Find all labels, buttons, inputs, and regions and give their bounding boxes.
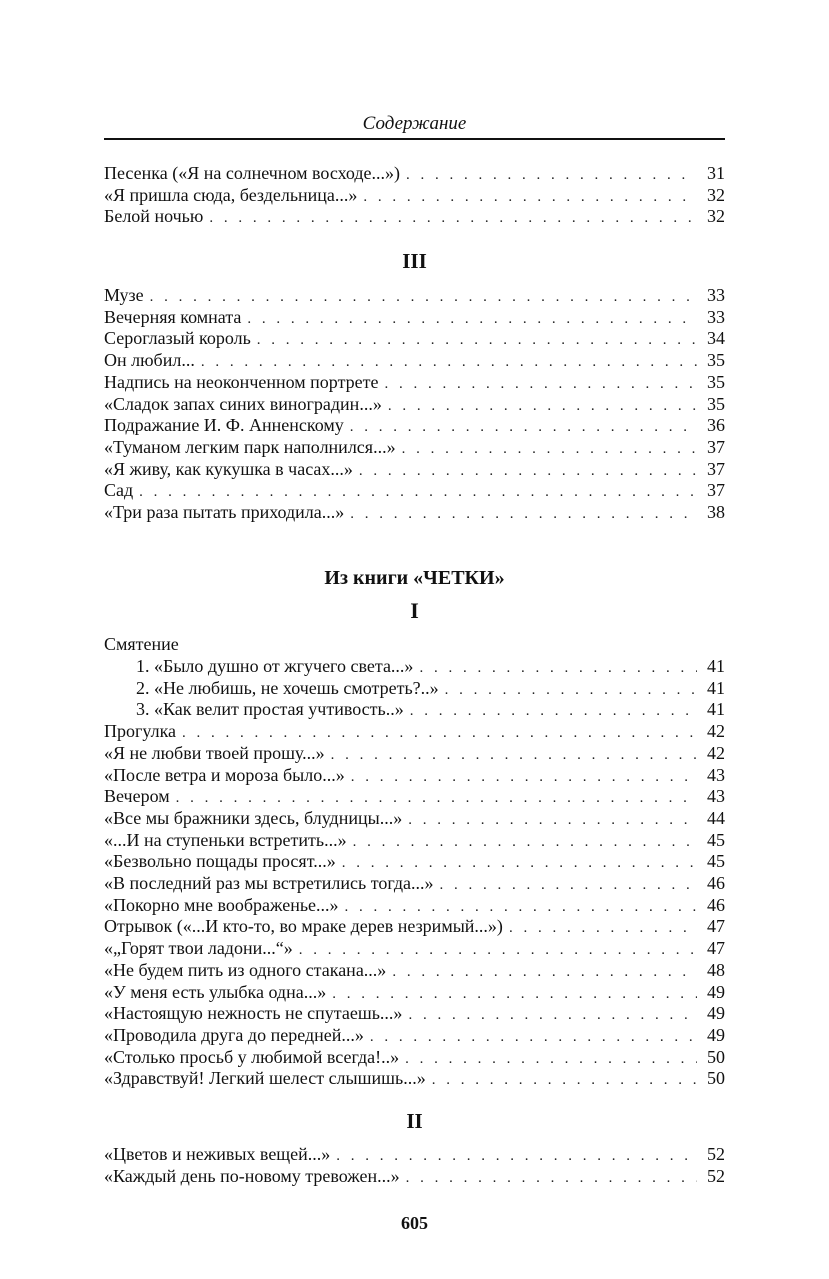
toc-entry bbox=[104, 677, 725, 699]
toc-entry-title: «Сладок запах синих виноградин...» bbox=[104, 393, 382, 414]
toc-entry bbox=[104, 742, 725, 764]
dot-leader bbox=[419, 657, 697, 679]
toc-entry bbox=[104, 785, 725, 807]
toc-entry-title: Он любил... bbox=[104, 350, 195, 371]
toc-entry-title: «...И на ступеньки встретить...» bbox=[104, 829, 347, 850]
toc-entry bbox=[104, 981, 725, 1003]
dot-leader bbox=[150, 286, 697, 308]
toc-entry bbox=[104, 458, 725, 480]
toc-entry-title: Песенка («Я на солнечном восходе...») bbox=[104, 163, 401, 183]
toc-entry-title: «У меня есть улыбка одна...» bbox=[104, 981, 327, 1002]
toc-entry-title: «Все мы бражники здесь, блудницы...» bbox=[104, 807, 403, 828]
dot-leader bbox=[439, 874, 697, 896]
toc-entry-title: «Я не любви твоей прошу...» bbox=[104, 742, 325, 763]
toc-entry-page-number: 36 bbox=[707, 415, 725, 436]
toc-entry-title: Подражание И. Ф. Анненскому bbox=[104, 415, 344, 436]
dot-leader bbox=[410, 700, 697, 722]
toc-entry bbox=[104, 894, 725, 916]
toc-entry-page-number: 52 bbox=[707, 1144, 725, 1164]
toc-entry bbox=[104, 1002, 725, 1024]
toc-entry bbox=[104, 1165, 725, 1187]
toc-entry-title: «Безвольно пощады просят...» bbox=[104, 851, 336, 872]
dot-leader bbox=[402, 438, 697, 460]
toc-entry-page-number: 49 bbox=[707, 1003, 725, 1024]
toc-entry-page-number: 49 bbox=[707, 1024, 725, 1045]
toc-entry-page-number: 35 bbox=[707, 371, 725, 392]
toc-entry-page-number: 43 bbox=[707, 786, 725, 807]
toc-entry-title: «„Горят твои ладони...“» bbox=[104, 938, 293, 959]
dot-leader bbox=[385, 373, 698, 395]
toc-entry-page-number: 49 bbox=[707, 981, 725, 1002]
dot-leader bbox=[350, 503, 697, 525]
toc-entry-page-number: 47 bbox=[707, 938, 725, 959]
dot-leader bbox=[432, 1069, 697, 1091]
toc-entry-title: Вечерняя комната bbox=[104, 306, 242, 327]
toc-entry-page-number: 46 bbox=[707, 894, 725, 915]
toc-entry-title: Отрывок («...И кто-то, во мраке дерев незримый...») bbox=[104, 916, 503, 937]
toc-entry-page-number: 47 bbox=[707, 916, 725, 937]
toc-entry bbox=[104, 915, 725, 937]
toc-entry bbox=[104, 371, 725, 393]
dot-leader bbox=[209, 207, 697, 229]
toc-entry-title: «После ветра и мороза было...» bbox=[104, 764, 345, 785]
toc-entry bbox=[104, 1046, 725, 1068]
toc-entry bbox=[104, 764, 725, 786]
dot-leader bbox=[299, 939, 697, 961]
dot-leader bbox=[331, 744, 697, 766]
toc-heading-smyatenie: Смятение bbox=[104, 634, 179, 654]
toc-entry-page-number: 50 bbox=[707, 1068, 725, 1089]
toc-entry-page-number: 44 bbox=[707, 807, 725, 828]
toc-entry-title: Белой ночью bbox=[104, 206, 204, 226]
toc-entry-title: Надпись на неоконченном портрете bbox=[104, 371, 379, 392]
dot-leader bbox=[370, 1026, 697, 1048]
toc-entry-page-number: 46 bbox=[707, 873, 725, 893]
dot-leader bbox=[182, 722, 697, 744]
toc-entry-page-number: 41 bbox=[707, 656, 725, 676]
toc-entry-page-number: 35 bbox=[707, 393, 725, 414]
toc-entry-title: «Я живу, как кукушка в часах...» bbox=[104, 458, 353, 479]
toc-entry-title: 1. «Было душно от жгучего света...» bbox=[136, 656, 414, 676]
toc-entry-page-number: 31 bbox=[707, 163, 725, 183]
toc-entry-page-number: 45 bbox=[707, 851, 725, 872]
toc-entry-page-number: 52 bbox=[707, 1165, 725, 1186]
toc-entry-page-number: 37 bbox=[707, 458, 725, 479]
toc-entry-title: 2. «Не любишь, не хочешь смотреть?..» bbox=[136, 677, 439, 698]
section-heading-ii: II bbox=[406, 1109, 423, 1133]
toc-entry bbox=[104, 436, 725, 458]
dot-leader bbox=[345, 896, 697, 918]
toc-entry-page-number: 35 bbox=[707, 350, 725, 371]
toc-entry-page-number: 32 bbox=[707, 206, 725, 226]
book-title: Из книги «ЧЕТКИ» bbox=[324, 567, 505, 589]
toc-entry bbox=[104, 655, 725, 677]
dot-leader bbox=[353, 831, 697, 853]
toc-entry-page-number: 32 bbox=[707, 184, 725, 205]
toc-entry-title: «Туманом легким парк наполнился...» bbox=[104, 436, 396, 457]
toc-entry bbox=[104, 1143, 725, 1165]
toc-entry-title: «Не будем пить из одного стакана...» bbox=[104, 959, 387, 980]
toc-entry bbox=[104, 284, 725, 306]
section-heading-i: I bbox=[410, 598, 419, 623]
toc-entry-title: «Покорно мне воображенье...» bbox=[104, 894, 339, 915]
toc-entry bbox=[104, 205, 725, 227]
toc-entry bbox=[104, 162, 725, 184]
toc-entry bbox=[104, 698, 725, 720]
toc-entry bbox=[104, 414, 725, 436]
toc-entry-page-number: 41 bbox=[707, 699, 725, 720]
toc-entry-title: «Здравствуй! Легкий шелест слышишь...» bbox=[104, 1068, 426, 1089]
toc-entry-title: Сероглазый король bbox=[104, 328, 251, 349]
toc-entry bbox=[104, 720, 725, 742]
toc-entry-page-number: 37 bbox=[707, 480, 725, 501]
dot-leader bbox=[388, 395, 697, 417]
dot-leader bbox=[408, 809, 697, 831]
toc-entry-title: «Каждый день по-новому тревожен...» bbox=[104, 1165, 400, 1186]
toc-entry-title: «Настоящую нежность не спутаешь...» bbox=[104, 1003, 403, 1024]
dot-leader bbox=[359, 460, 697, 482]
toc-entry bbox=[104, 850, 725, 872]
dot-leader bbox=[408, 1004, 697, 1026]
dot-leader bbox=[406, 1167, 697, 1189]
toc-entry-title: «Проводила друга до передней...» bbox=[104, 1024, 364, 1045]
toc-entry-page-number: 41 bbox=[707, 677, 725, 698]
toc-entry bbox=[104, 327, 725, 349]
toc-entry-page-number: 50 bbox=[707, 1046, 725, 1067]
dot-leader bbox=[247, 308, 697, 330]
dot-leader bbox=[509, 917, 697, 939]
toc-entry-page-number: 42 bbox=[707, 721, 725, 742]
toc-entry bbox=[104, 393, 725, 415]
toc-entry bbox=[104, 872, 725, 894]
dot-leader bbox=[350, 416, 697, 438]
toc-entry bbox=[104, 349, 725, 371]
toc-entry-page-number: 33 bbox=[707, 285, 725, 305]
dot-leader bbox=[351, 766, 697, 788]
dot-leader bbox=[405, 1048, 697, 1070]
toc-entry-page-number: 38 bbox=[707, 502, 725, 522]
header-rule bbox=[104, 138, 725, 140]
toc-entry bbox=[104, 306, 725, 328]
toc-entry-title: Сад bbox=[104, 480, 134, 501]
dot-leader bbox=[342, 852, 697, 874]
toc-entry-title: «Столько просьб у любимой всегда!..» bbox=[104, 1046, 400, 1067]
toc-entry-title: «Я пришла сюда, бездельница...» bbox=[104, 184, 358, 205]
running-header: Содержание bbox=[362, 113, 467, 134]
section-heading-iii: III bbox=[402, 249, 427, 273]
dot-leader bbox=[139, 481, 697, 503]
toc-entry-title: Вечером bbox=[104, 786, 170, 807]
toc-entry bbox=[104, 829, 725, 851]
toc-entry-page-number: 33 bbox=[707, 306, 725, 327]
toc-entry bbox=[104, 937, 725, 959]
toc-entry-page-number: 34 bbox=[707, 328, 725, 349]
dot-leader bbox=[392, 961, 697, 983]
toc-entry bbox=[104, 501, 725, 523]
toc-entry-page-number: 37 bbox=[707, 436, 725, 457]
toc-entry bbox=[104, 479, 725, 501]
toc-entry-title: «Цветов и неживых вещей...» bbox=[104, 1144, 331, 1164]
toc-entry-title: «Три раза пытать приходила...» bbox=[104, 502, 345, 522]
dot-leader bbox=[201, 351, 697, 373]
toc-entry bbox=[104, 1024, 725, 1046]
page-number: 605 bbox=[401, 1213, 428, 1233]
toc-entry bbox=[104, 959, 725, 981]
toc-entry bbox=[104, 184, 725, 206]
toc-entry-page-number: 42 bbox=[707, 742, 725, 763]
toc-entry-title: 3. «Как велит простая учтивость..» bbox=[136, 699, 404, 720]
toc-entry-title: Музе bbox=[104, 285, 144, 305]
toc-entry-page-number: 43 bbox=[707, 764, 725, 785]
dot-leader bbox=[332, 983, 697, 1005]
dot-leader bbox=[257, 329, 697, 351]
toc-entry bbox=[104, 807, 725, 829]
toc-entry-page-number: 45 bbox=[707, 829, 725, 850]
dot-leader bbox=[176, 787, 697, 809]
toc-entry-title: «В последний раз мы встретились тогда...» bbox=[104, 873, 434, 893]
toc-entry-page-number: 48 bbox=[707, 959, 725, 980]
toc-entry-title: Прогулка bbox=[104, 721, 177, 742]
toc-entry bbox=[104, 1067, 725, 1089]
dot-leader bbox=[445, 679, 697, 701]
